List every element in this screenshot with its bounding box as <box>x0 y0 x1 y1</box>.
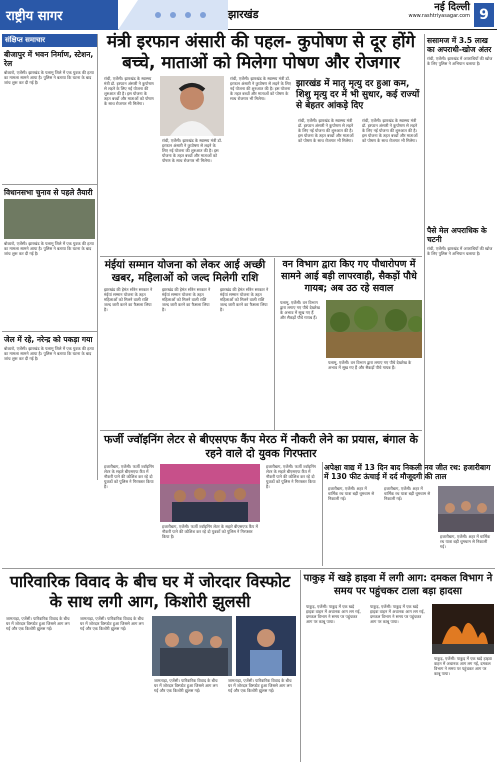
edition-info <box>378 2 470 20</box>
explosion-body-text-1: जामताड़ा, एजेंसी। पारिवारिक विवाद के बीच घर में जोरदार विस्फोट हुआ जिससे आग लग गई और एक किशोरी झुलस गई। <box>6 616 70 631</box>
rath-body-text-1: हजारीबाग, एजेंसी। शहर में धार्मिक रथ यात्रा बड़ी धूमधाम से निकाली गई। <box>328 486 375 501</box>
column-divider <box>322 462 323 566</box>
plantation-image-icon <box>326 300 422 358</box>
masthead <box>0 0 497 30</box>
brief-story2-photo <box>4 199 95 239</box>
edition-city: नई दिल्ली <box>434 2 470 13</box>
rath-photo <box>438 486 494 532</box>
explosion-body-col3 <box>152 678 222 762</box>
fake-letter-body-text-2: हजारीबाग, एजेंसी। फर्जी ज्वॉइनिंग लेटर के सहारे बीएसएफ कैंप में नौकरी पाने की कोशिश कर रहे दो युवकों को पुलिस ने गिरफ्तार किया है। <box>162 524 258 539</box>
rath-body-text-2: हजारीबाग, एजेंसी। शहर में धार्मिक रथ यात्रा बड़ी धूमधाम से निकाली गई। <box>384 486 431 501</box>
explosion-body-col4 <box>226 678 296 762</box>
explosion-photo-2 <box>236 616 296 676</box>
lead-subheadline: झारखंड में मातृ मृत्यु दर हुआ कम, शिशु मृत्यु दर में भी सुधार, कई राज्यों से बेहतर आंकड़े दिए <box>296 79 420 111</box>
subhead-body-col2 <box>360 118 422 252</box>
right-column <box>424 34 495 480</box>
brief-story3-body: बोकारो, एजेंसी। झारखंड के पलामू जिले में एक युवक की हत्या का मामला सामने आया है। पुलिस ने बताया कि घटना के बाद जांच शुरू कर दी गई है। <box>4 346 94 361</box>
forest-body-text-1: पलामू, एजेंसी। वन विभाग द्वारा लगाए गए पौधे देखरेख के अभाव में सूख गए हैं और सैकड़ों पौधे गायब हैं। <box>280 300 320 320</box>
officer-photo-icon <box>236 616 296 676</box>
lead-body-text-1: रांची, एजेंसी। झारखंड के स्वास्थ्य मंत्री डॉ. इरफान अंसारी ने कुपोषण से लड़ने के लिए नई योजना की शुरुआत की है। इस योजना के तहत बच्चों और माताओं को पोषण के साथ रोजगार भी मिलेगा। <box>104 76 154 106</box>
lead-body-text-3: रांची, एजेंसी। झारखंड के स्वास्थ्य मंत्री डॉ. इरफान अंसारी ने कुपोषण से लड़ने के लिए नई योजना की शुरुआत की है। इस योजना के तहत बच्चों और माताओं को पोषण के साथ रोजगार भी मिलेगा। <box>230 76 291 101</box>
left-brief-column <box>2 34 98 480</box>
explosion-body-col1 <box>4 616 74 762</box>
fake-letter-body-text-3: हजारीबाग, एजेंसी। फर्जी ज्वॉइनिंग लेटर के सहारे बीएसएफ कैंप में नौकरी पाने की कोशिश कर रहे दो युवकों को पुलिस ने गिरफ्तार किया है। <box>266 464 316 489</box>
mgy-headline: मंईयां सम्मान योजना को लेकर आई अच्छी खबर, महिलाओं को जल्द मिलेगी राशि <box>104 259 266 284</box>
right-col-title2: पैसे मेल अपराधिक के चटनी <box>427 226 487 244</box>
divider <box>100 256 422 257</box>
brief-story1-body: बोकारो, एजेंसी। झारखंड के पलामू जिले में एक युवक की हत्या का मामला सामने आया है। पुलिस ने बताया कि घटना के बाद जांच शुरू कर दी गई है। <box>4 70 94 85</box>
lead-body-col1 <box>102 76 156 252</box>
right-col-title: ससामज में 3.5 लाख का अपराधी-खोज अंतर <box>427 36 492 54</box>
person-icon <box>160 76 224 136</box>
fake-letter-headline: फर्जी ज्वॉइनिंग लेटर से बीएसएफ कैंप मेरठ में नौकरी लेने का प्रयास, बंगाल के रहने वाले दो युवक गिरफ्तार <box>104 433 418 460</box>
brief-story2-title: विधानसभा चुनाव से पहले तैयारी <box>4 188 93 197</box>
fake-letter-body-col2 <box>160 524 260 564</box>
masthead-ornament-icon <box>118 0 228 30</box>
rath-headline: अपेक्षा वाद्य में 13 दिन बाद निकली नव जीत रथ: हजारीबाग में 130 फीट ऊंचाई में दर्द मौजूदगी की ताल <box>324 463 491 481</box>
subhead-body-text-1: रांची, एजेंसी। झारखंड के स्वास्थ्य मंत्री डॉ. इरफान अंसारी ने कुपोषण से लड़ने के लिए नई योजना की शुरुआत की है। इस योजना के तहत बच्चों और माताओं को पोषण के साथ रोजगार भी मिलेगा। <box>298 118 354 143</box>
right-col-body-1: रांची, एजेंसी। झारखंड में अपराधियों की खोज के लिए पुलिस ने अभियान चलाया है। <box>427 56 493 66</box>
fake-letter-body-col3 <box>264 464 318 564</box>
brief-header: संक्षिप्त समाचार <box>2 34 97 47</box>
lead-headline: मंत्री इरफान अंसारी की पहल- कुपोषण से दूर होंगे बच्चे, माताओं को मिलेगा पोषण और रोजगार <box>106 32 416 73</box>
subhead-body-col1 <box>296 118 356 252</box>
rath-body-col2 <box>382 486 434 566</box>
pakur-body-col2 <box>368 604 428 762</box>
mgy-body-text-3: झारखंड की हेमंत सोरेन सरकार ने मंईयां सम्मान योजना के तहत महिलाओं को मिलने वाली राशि जल्द जारी करने का फैसला लिया है। <box>220 287 269 312</box>
minister-photo <box>160 76 224 136</box>
right-col-body-2: रांची, एजेंसी। झारखंड में अपराधियों की खोज के लिए पुलिस ने अभियान चलाया है। <box>427 246 493 256</box>
mgy-body-text-1: झारखंड की हेमंत सोरेन सरकार ने मंईयां सम्मान योजना के तहत महिलाओं को मिलने वाली राशि जल्द जारी करने का फैसला लिया है। <box>104 287 153 312</box>
edition-line: www.rashtriyasagar.com <box>408 13 470 19</box>
group-photo-icon <box>160 464 260 522</box>
mgy-body-col2 <box>160 287 214 427</box>
subhead-body-text-2: रांची, एजेंसी। झारखंड के स्वास्थ्य मंत्री डॉ. इरफान अंसारी ने कुपोषण से लड़ने के लिए नई योजना की शुरुआत की है। इस योजना के तहत बच्चों और माताओं को पोषण के साथ रोजगार भी मिलेगा। <box>362 118 418 143</box>
divider <box>2 568 495 569</box>
mgy-body-text-2: झारखंड की हेमंत सोरेन सरकार ने मंईयां सम्मान योजना के तहत महिलाओं को मिलने वाली राशि जल्द जारी करने का फैसला लिया है। <box>162 287 211 312</box>
pakur-photo <box>432 604 494 654</box>
lead-body-text-2: रांची, एजेंसी। झारखंड के स्वास्थ्य मंत्री डॉ. इरफान अंसारी ने कुपोषण से लड़ने के लिए नई योजना की शुरुआत की है। इस योजना के तहत बच्चों और माताओं को पोषण के साथ रोजगार भी मिलेगा। <box>162 138 222 163</box>
pakur-body-col3 <box>432 656 494 762</box>
fake-letter-photo <box>160 464 260 522</box>
fire-truck-image-icon <box>432 604 494 654</box>
lead-body-col3 <box>228 76 294 252</box>
forest-body-text-2: पलामू, एजेंसी। वन विभाग द्वारा लगाए गए पौधे देखरेख के अभाव में सूख गए हैं और सैकड़ों पौधे गायब हैं। <box>328 360 412 370</box>
forest-body-col2 <box>326 360 422 428</box>
rath-body-col3 <box>438 534 494 566</box>
explosion-body-col2 <box>78 616 148 762</box>
lead-body-col2 <box>160 138 224 252</box>
page-number: 9 <box>474 3 494 27</box>
divider <box>100 430 422 431</box>
pakur-body-text-2: पाकुड़, एजेंसी। पाकुड़ में एक खड़े हाइवा वाहन में अचानक आग लग गई, दमकल विभाग ने समय पर पहुंचकर आग पर काबू पाया। <box>370 604 425 624</box>
rath-body-text-3: हजारीबाग, एजेंसी। शहर में धार्मिक रथ यात्रा बड़ी धूमधाम से निकाली गई। <box>440 534 491 549</box>
brief-story3-title: जेल में रहे, नरेन्द्र को पकड़ा गया <box>4 335 93 344</box>
fake-letter-body-text-1: हजारीबाग, एजेंसी। फर्जी ज्वॉइनिंग लेटर के सहारे बीएसएफ कैंप में नौकरी पाने की कोशिश कर रहे दो युवकों को पुलिस ने गिरफ्तार किया है। <box>104 464 154 489</box>
explosion-body-text-4: जामताड़ा, एजेंसी। पारिवारिक विवाद के बीच घर में जोरदार विस्फोट हुआ जिससे आग लग गई और एक किशोरी झुलस गई। <box>228 678 292 693</box>
explosion-body-text-2: जामताड़ा, एजेंसी। पारिवारिक विवाद के बीच घर में जोरदार विस्फोट हुआ जिससे आग लग गई और एक किशोरी झुलस गई। <box>80 616 144 631</box>
fake-letter-body-col1 <box>102 464 156 564</box>
mgy-body-col3 <box>218 287 272 427</box>
pakur-body-text-1: पाकुड़, एजेंसी। पाकुड़ में एक खड़े हाइवा वाहन में अचानक आग लग गई, दमकल विभाग ने समय पर पहुंचकर आग पर काबू पाया। <box>306 604 361 624</box>
column-divider <box>300 570 301 762</box>
forest-photo <box>326 300 422 358</box>
explosion-photo-1 <box>152 616 232 676</box>
explosion-headline: पारिवारिक विवाद के बीच घर में जोरदार विस्फोट के साथ लगी आग, किशोरी झुलसी <box>9 572 291 611</box>
procession-image-icon <box>438 486 494 532</box>
column-divider <box>274 258 275 430</box>
pakur-body-text-3: पाकुड़, एजेंसी। पाकुड़ में एक खड़े हाइवा वाहन में अचानक आग लग गई, दमकल विभाग ने समय पर पहुंचकर आग पर काबू पाया। <box>434 656 492 676</box>
people-photo-icon <box>152 616 232 676</box>
forest-headline: वन विभाग द्वारा किए गए पौधारोपण में सामने आई बड़ी लापरवाही, सैकड़ों पौधे गायब; अब उठ रहे सवाल <box>281 259 417 294</box>
pakur-headline: पाकुड़ में खड़े हाइवा में लगी आग: दमकल विभाग ने समय पर पहुंचकर टाला बड़ा हादसा <box>303 573 493 597</box>
rath-body-col1 <box>326 486 378 566</box>
pakur-body-col1 <box>304 604 364 762</box>
forest-body-col1 <box>278 300 322 428</box>
explosion-body-text-3: जामताड़ा, एजेंसी। पारिवारिक विवाद के बीच घर में जोरदार विस्फोट हुआ जिससे आग लग गई और एक किशोरी झुलस गई। <box>154 678 218 693</box>
section-title: राष्ट्रीय सागर <box>0 0 118 30</box>
brief-story2-body: बोकारो, एजेंसी। झारखंड के पलामू जिले में एक युवक की हत्या का मामला सामने आया है। पुलिस ने बताया कि घटना के बाद जांच शुरू कर दी गई है। <box>4 241 94 256</box>
brief-story1-title: बीजापुर में भवन निर्माण, स्टेशन, रेल <box>4 50 94 68</box>
mgy-body-col1 <box>102 287 156 427</box>
region-label: झारखंड <box>228 8 259 21</box>
